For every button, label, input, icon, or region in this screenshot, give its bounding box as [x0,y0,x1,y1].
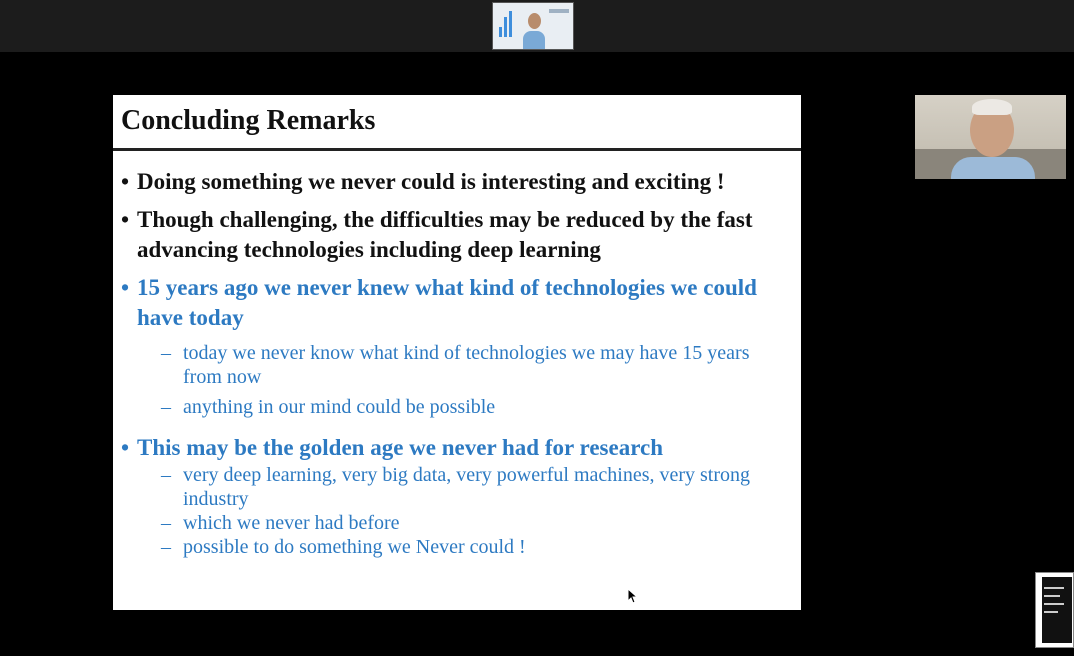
top-gallery-bar [0,0,1074,52]
slide-title: Concluding Remarks [121,105,376,136]
bullet-glyph: • [121,435,130,460]
thumbnail-person [523,11,545,47]
bullet-text: 15 years ago we never knew what kind of technologies we could have today [137,275,757,330]
thumbnail-chart-graphic [499,9,513,37]
sub-bullet-item [121,535,793,559]
bullet-list [121,167,793,559]
bullet-text: Doing something we never could is interesting and exciting ! [137,169,725,194]
speaker-thumbnail[interactable] [492,2,574,50]
sub-bullet-glyph: – [161,464,171,486]
thumbnail-text-graphic [549,9,569,13]
participant-shirt [951,157,1035,179]
sub-bullet-item [121,511,793,535]
sub-bullet-glyph: – [161,342,171,364]
bullet-item [121,273,793,333]
bullet-glyph: • [121,169,130,194]
bullet-text: Though challenging, the difficulties may be reduced by the fast advancing technologies including deep learning [137,207,753,262]
self-view-thumbnail[interactable] [1035,572,1074,648]
sub-bullet-item [121,341,793,389]
sub-bullet-text: anything in our mind could be possible [183,396,496,418]
sub-bullet-text: today we never know what kind of technologies we may have 15 years from now [183,342,750,388]
sub-bullet-item [121,395,793,419]
bullet-text: This may be the golden age we never had for research [137,435,663,460]
sub-bullet-text: which we never had before [183,512,400,534]
bullet-glyph: • [121,275,130,300]
bullet-glyph: • [121,207,130,232]
sub-bullet-glyph: – [161,396,171,418]
bullet-item [121,433,793,463]
bullet-item [121,205,793,265]
sub-bullet-glyph: – [161,536,171,558]
slide-body [121,167,793,559]
sub-bullet-text: possible to do something we Never could ! [183,536,526,558]
mouse-pointer-icon [627,588,639,604]
sub-bullet-text: very deep learning, very big data, very powerful machines, very strong industry [183,464,751,510]
bullet-item [121,167,793,197]
participant-video[interactable] [915,95,1066,179]
sub-bullet-item [121,463,793,511]
presentation-slide [113,95,801,610]
slide-title-bar [113,95,801,151]
sub-bullet-glyph: – [161,512,171,534]
participant-hair [972,99,1012,115]
